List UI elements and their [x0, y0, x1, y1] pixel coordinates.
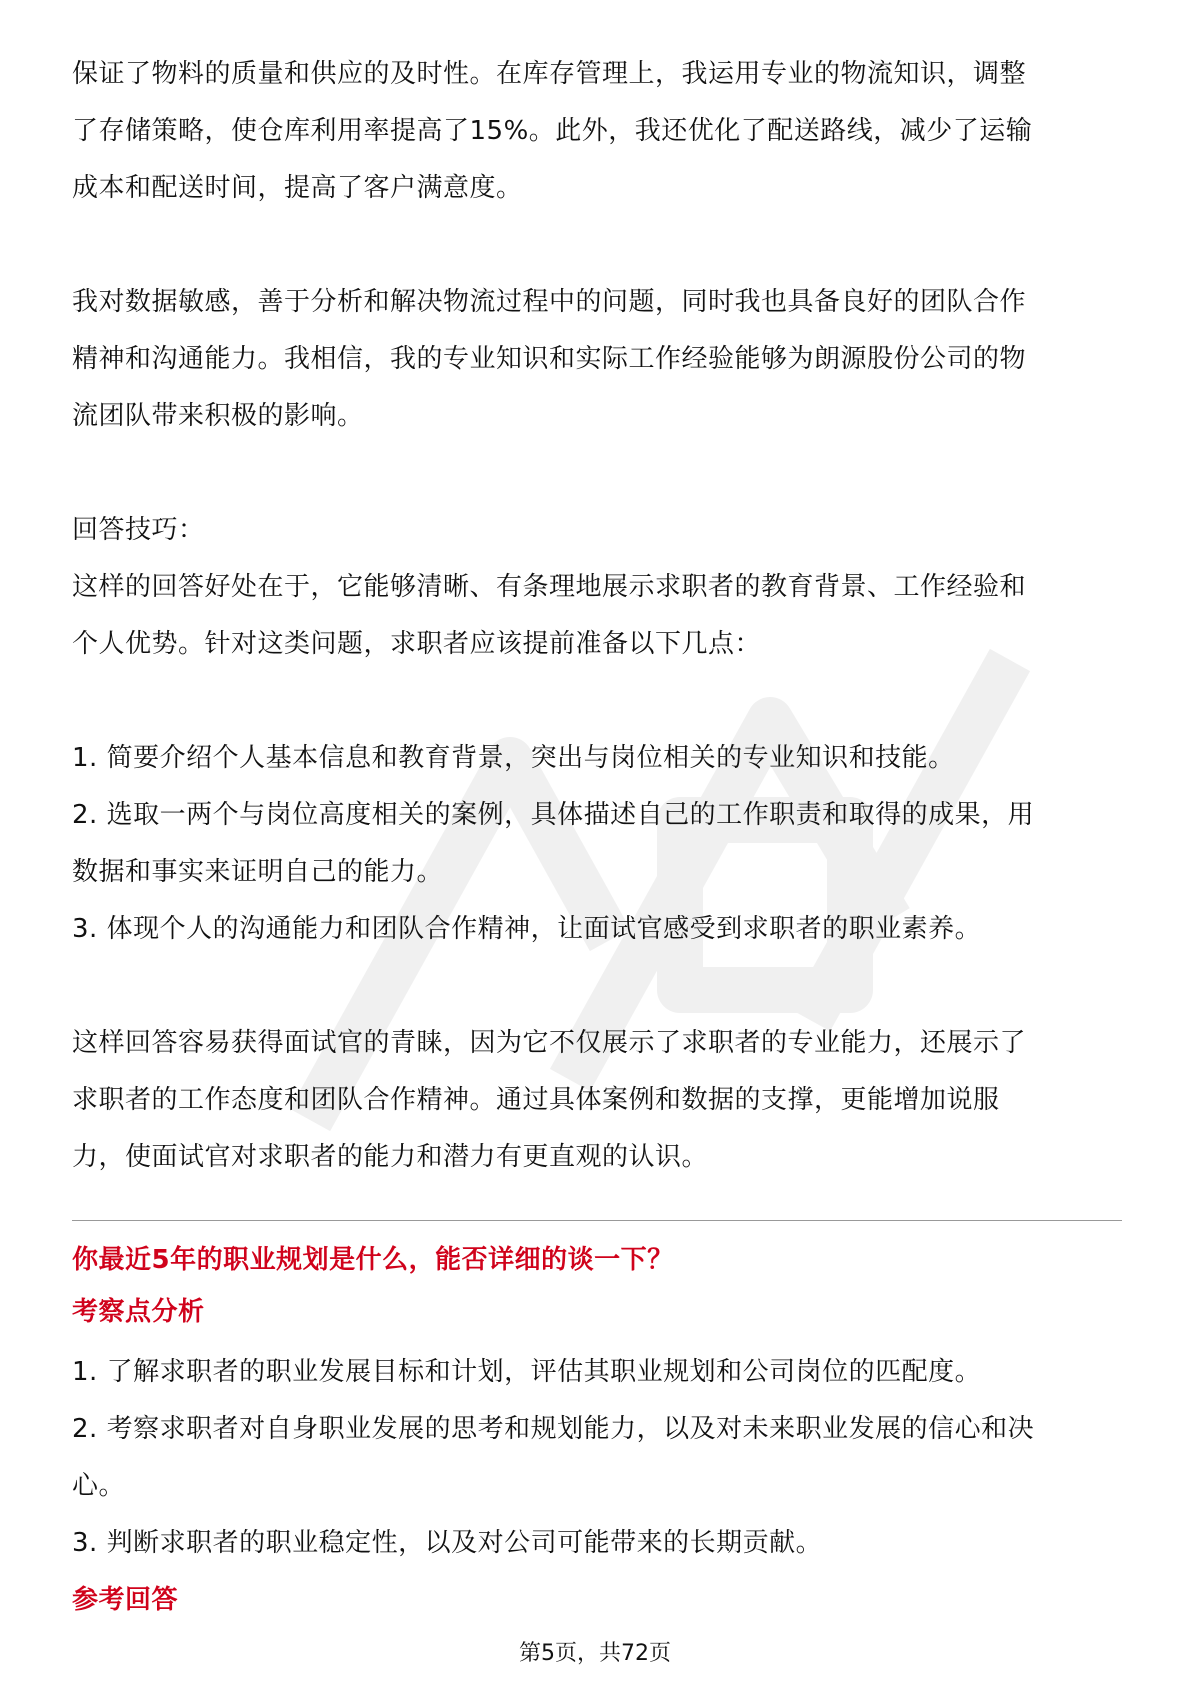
paragraph-1-line-1: 保证了物料的质量和供应的及时性。在库存管理上，我运用专业的物流知识，调整 — [72, 59, 1027, 89]
reference-answer-heading: 参考回答 — [72, 1585, 179, 1615]
paragraph-3-line-2: 个人优势。针对这类问题，求职者应该提前准备以下几点： — [72, 629, 762, 659]
question-title: 你最近5年的职业规划是什么，能否详细的谈一下？ — [72, 1245, 674, 1275]
tips-list-item-2-cont: 数据和事实来证明自己的能力。 — [72, 857, 444, 887]
analysis-item-3: 3. 判断求职者的职业稳定性，以及对公司可能带来的长期贡献。 — [72, 1528, 823, 1558]
tips-list-item-3: 3. 体现个人的沟通能力和团队合作精神，让面试官感受到求职者的职业素养。 — [72, 914, 982, 944]
analysis-heading: 考察点分析 — [72, 1297, 205, 1327]
paragraph-2-line-2: 精神和沟通能力。我相信，我的专业知识和实际工作经验能够为朗源股份公司的物 — [72, 344, 1027, 374]
paragraph-2-line-3: 流团队带来积极的影响。 — [72, 401, 364, 431]
tips-list-item-1: 1. 简要介绍个人基本信息和教育背景，突出与岗位相关的专业知识和技能。 — [72, 743, 955, 773]
analysis-list — [72, 1344, 1122, 1572]
paragraph-4-line-2: 求职者的工作态度和团队合作精神。通过具体案例和数据的支撑，更能增加说服 — [72, 1085, 1000, 1115]
analysis-item-1: 1. 了解求职者的职业发展目标和计划，评估其职业规划和公司岗位的匹配度。 — [72, 1357, 982, 1387]
paragraph-2-line-1: 我对数据敏感，善于分析和解决物流过程中的问题，同时我也具备良好的团队合作 — [72, 287, 1027, 317]
analysis-item-2-cont: 心。 — [72, 1471, 126, 1501]
section-divider — [72, 1220, 1122, 1221]
paragraph-4-line-3: 力，使面试官对求职者的能力和潜力有更直观的认识。 — [72, 1142, 709, 1172]
tips-list-item-2: 2. 选取一两个与岗位高度相关的案例，具体描述自己的工作职责和取得的成果，用 — [72, 800, 1035, 830]
upper-content — [72, 46, 1122, 1186]
paragraph-1-line-2: 了存储策略，使仓库利用率提高了15%。此外，我还优化了配送路线，减少了运输 — [72, 116, 1033, 146]
analysis-item-2: 2. 考察求职者对自身职业发展的思考和规划能力，以及对未来职业发展的信心和决 — [72, 1414, 1035, 1444]
paragraph-4-line-1: 这样回答容易获得面试官的青睐，因为它不仅展示了求职者的专业能力，还展示了 — [72, 1028, 1027, 1058]
tips-label: 回答技巧： — [72, 515, 205, 545]
paragraph-3-line-1: 这样的回答好处在于，它能够清晰、有条理地展示求职者的教育背景、工作经验和 — [72, 572, 1027, 602]
page-number: 第5页，共72页 — [519, 1641, 671, 1666]
paragraph-1-line-3: 成本和配送时间，提高了客户满意度。 — [72, 173, 523, 203]
